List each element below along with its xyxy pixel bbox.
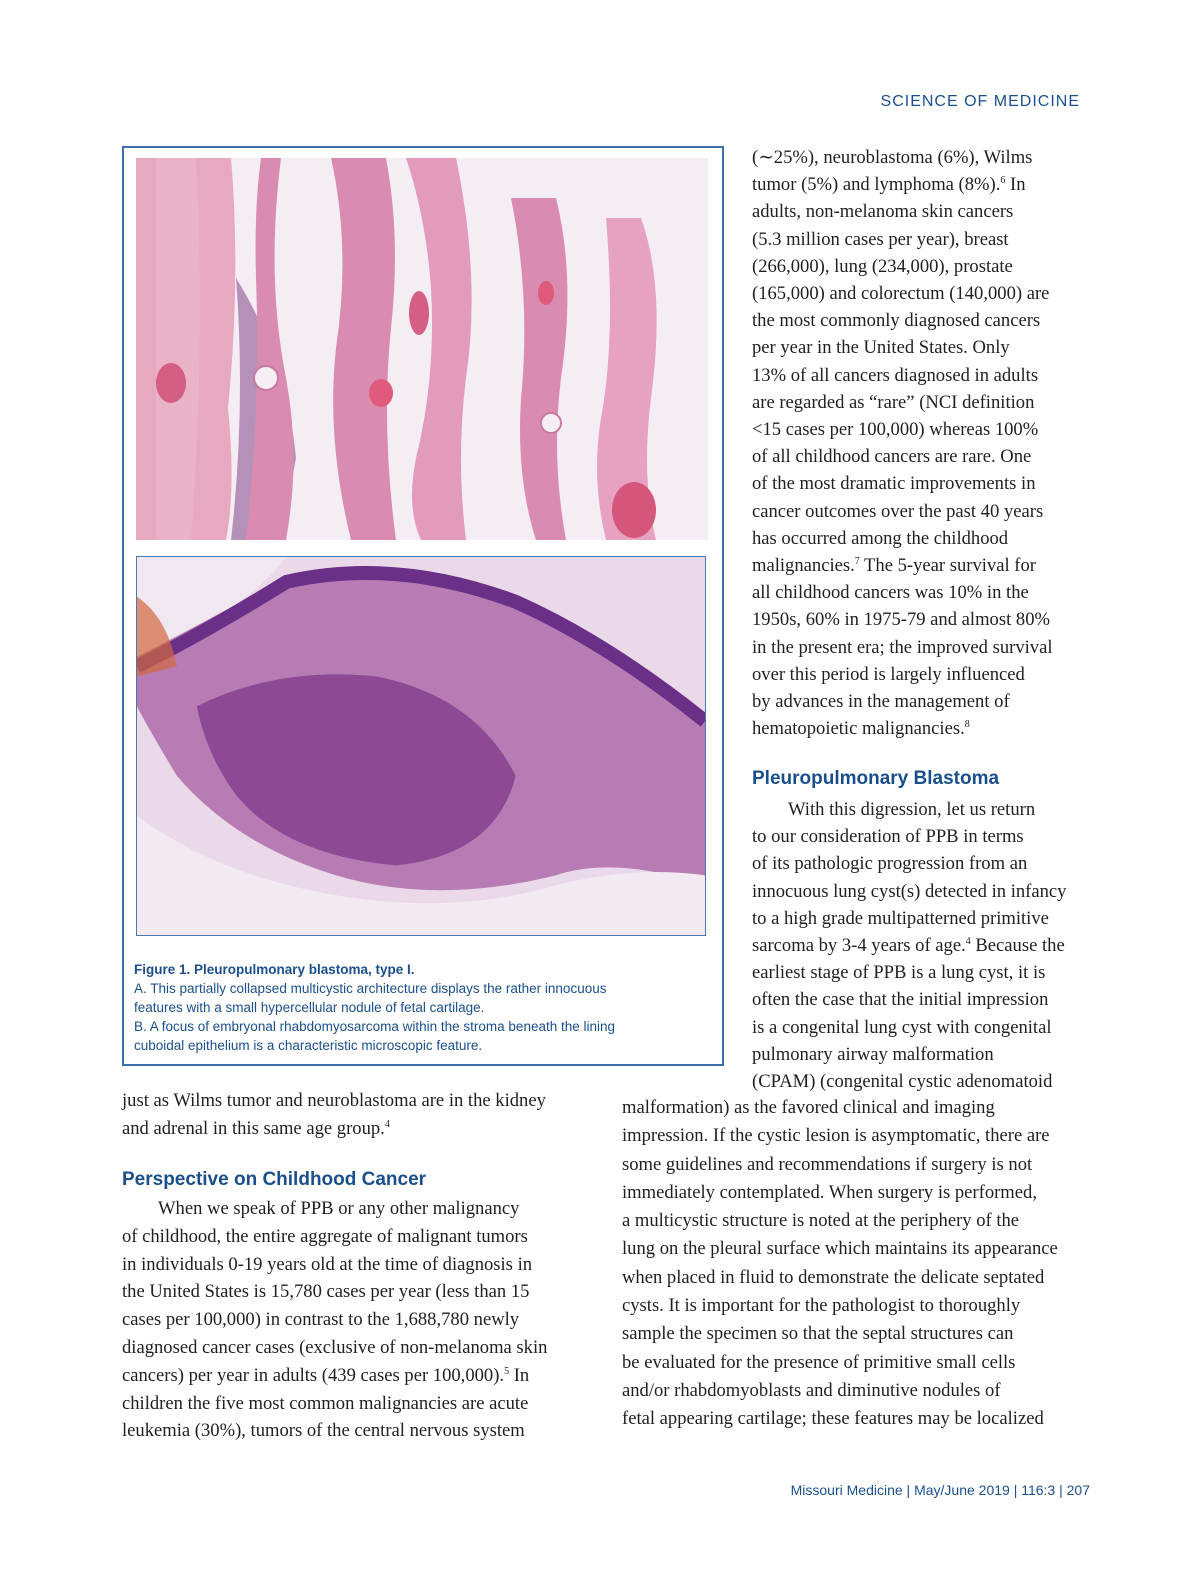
text-line: <15 cases per 100,000) whereas 100%: [752, 419, 1039, 441]
text-line: 1950s, 60% in 1975-79 and almost 80%: [752, 609, 1050, 631]
text-line: diagnosed cancer cases (exclusive of non-melanoma skin: [122, 1336, 548, 1358]
perspective-paragraph: [122, 1195, 547, 1445]
micrograph-panel-a: [136, 158, 708, 540]
left-intro-paragraph: [122, 1087, 546, 1143]
text-line: (∼25%), neuroblastoma (6%), Wilms: [752, 147, 1033, 168]
figure-caption-title: Figure 1. Pleuropulmonary blastoma, type I.: [134, 962, 415, 977]
text-line: of all childhood cancers are rare. One: [752, 446, 1032, 468]
figure-caption-line: B. A focus of embryonal rhabdomyosarcoma within the stroma beneath the lining: [134, 1019, 616, 1034]
reference-4: 4: [965, 935, 971, 947]
text-line: leukemia (30%), tumors of the central nervous system: [122, 1420, 525, 1442]
figure-caption-line: A. This partially collapsed multicystic architecture displays the rather innocuous: [134, 981, 607, 996]
text-line: and adrenal in this same age group.$^4$: [122, 1118, 390, 1139]
page-footer: Missouri Medicine | May/June 2019 | 116:3 | 207: [790, 1482, 1090, 1498]
text-line: a multicystic structure is noted at the periphery of the: [622, 1210, 1020, 1232]
text-line: in individuals 0-19 years old at the time of diagnosis in: [122, 1253, 533, 1275]
text-line: (CPAM) (congenital cystic adenomatoid: [752, 1071, 1053, 1093]
text-line: of childhood, the entire aggregate of malignant tumors: [122, 1225, 528, 1247]
text-line: some guidelines and recommendations if surgery is not: [622, 1153, 1033, 1175]
text-line: (5.3 million cases per year), breast: [752, 228, 1009, 250]
text-line: adults, non-melanoma skin cancers: [752, 201, 1014, 223]
text-line: the United States is 15,780 cases per year (less than 15: [122, 1281, 530, 1303]
text-line: per year in the United States. Only: [752, 337, 1010, 359]
text-line: the most commonly diagnosed cancers: [752, 310, 1041, 332]
figure-caption-line: features with a small hypercellular nodule of fetal cartilage.: [134, 1000, 485, 1015]
reference-8: 8: [964, 719, 970, 731]
text-line: cancer outcomes over the past 40 years: [752, 500, 1044, 522]
text-line: malignancies.$^7$ The 5-year survival for: [752, 555, 1036, 577]
reference-7: 7: [854, 555, 860, 567]
section-header: SCIENCE OF MEDICINE: [880, 93, 1080, 110]
text-line: by advances in the management of: [752, 691, 1010, 713]
text-line: malformation) as the favored clinical and imaging: [622, 1097, 995, 1118]
text-line: 13% of all cancers diagnosed in adults: [752, 364, 1039, 386]
text-line: is a congenital lung cyst with congenital: [752, 1016, 1052, 1038]
reference-5: 5: [504, 1365, 510, 1377]
text-line: lung on the pleural surface which maintains its appearance: [622, 1238, 1058, 1260]
text-line: hematopoietic malignancies.$^8$: [752, 718, 970, 740]
text-line: impression. If the cystic lesion is asymptomatic, there are: [622, 1125, 1050, 1147]
text-line: children the five most common malignancies are acute: [122, 1392, 529, 1414]
text-line: (266,000), lung (234,000), prostate: [752, 255, 1013, 277]
text-line: cysts. It is important for the pathologist to thoroughly: [622, 1295, 1021, 1317]
figure-caption-line: cuboidal epithelium is a characteristic microscopic feature.: [134, 1038, 483, 1053]
text-line: just as Wilms tumor and neuroblastoma are in the kidney: [122, 1090, 546, 1111]
text-line: to a high grade multipatterned primitive: [752, 907, 1049, 929]
text-line: cancers) per year in adults (439 cases per 100,000).$^5$ In: [122, 1364, 530, 1386]
reference-4: 4: [384, 1118, 390, 1130]
text-line: cases per 100,000) in contrast to the 1,688,780 newly: [122, 1309, 520, 1331]
ppb-paragraph-continued: [622, 1094, 1058, 1434]
text-line: (165,000) and colorectum (140,000) are: [752, 283, 1050, 305]
text-line: when placed in fluid to demonstrate the delicate septated: [622, 1266, 1045, 1288]
text-line: be evaluated for the presence of primitive small cells: [622, 1351, 1016, 1373]
ppb-paragraph: [752, 796, 1066, 1095]
text-line: sarcoma by 3-4 years of age.$^4$ Because the: [752, 935, 1065, 957]
text-line: sample the specimen so that the septal structures can: [622, 1323, 1014, 1345]
text-line: to our consideration of PPB in terms: [752, 826, 1024, 848]
text-line: and/or rhabdomyoblasts and diminutive nodules of: [622, 1379, 1001, 1401]
micrograph-image-b: [137, 557, 705, 935]
reference-6: 6: [1000, 175, 1006, 187]
text-line: When we speak of PPB or any other malignancy: [158, 1198, 520, 1219]
micrograph-panel-b: [136, 556, 706, 936]
text-line: immediately contemplated. When surgery is performed,: [622, 1181, 1037, 1203]
text-line: has occurred among the childhood: [752, 527, 1009, 549]
text-line: tumor (5%) and lymphoma (8%).$^6$ In: [752, 174, 1026, 196]
right-column-paragraph: [752, 144, 1053, 742]
text-line: are regarded as “rare” (NCI definition: [752, 391, 1035, 413]
text-line: earliest stage of PPB is a lung cyst, it is: [752, 962, 1046, 984]
text-line: fetal appearing cartilage; these features may be localized: [622, 1408, 1044, 1430]
heading-pleuropulmonary-blastoma: Pleuropulmonary Blastoma: [752, 768, 1000, 789]
text-line: of the most dramatic improvements in: [752, 473, 1036, 495]
figure-caption: [134, 960, 714, 1055]
text-line: innocuous lung cyst(s) detected in infancy: [752, 880, 1067, 902]
text-line: pulmonary airway malformation: [752, 1043, 994, 1065]
text-line: often the case that the initial impression: [752, 989, 1049, 1011]
text-line: of its pathologic progression from an: [752, 853, 1028, 875]
micrograph-image-a: [136, 158, 708, 540]
text-line: all childhood cancers was 10% in the: [752, 582, 1029, 604]
figure-1: [122, 146, 724, 1066]
text-line: With this digression, let us return: [788, 799, 1036, 820]
text-line: over this period is largely influenced: [752, 663, 1025, 685]
text-line: in the present era; the improved survival: [752, 636, 1053, 658]
heading-perspective-on-childhood-cancer: Perspective on Childhood Cancer: [122, 1169, 427, 1190]
